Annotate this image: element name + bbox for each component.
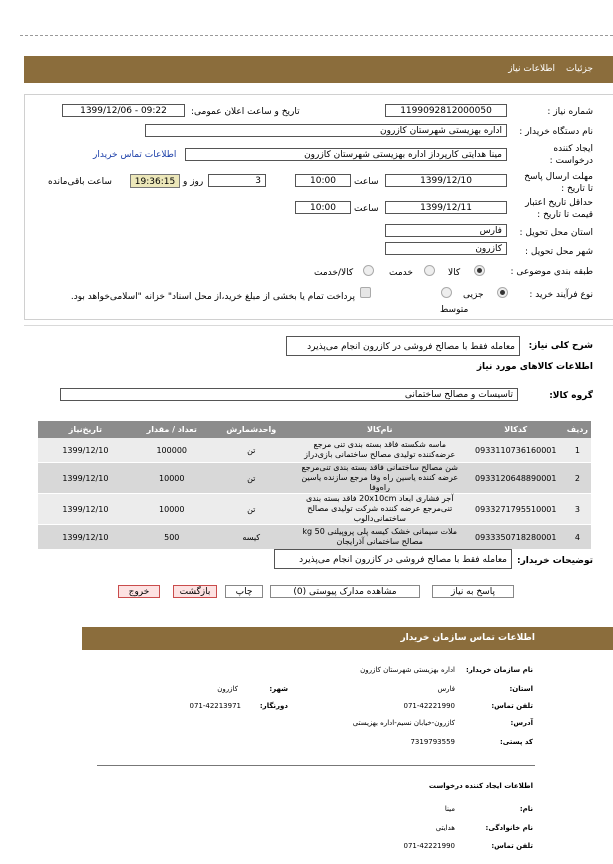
creator-phone-label: تلفن تماس: bbox=[491, 842, 533, 850]
creator-field: مینا هدایتی کارپرداز اداره بهزیستی شهرستان کازرون bbox=[185, 148, 507, 161]
process-partial-label: جزیی bbox=[463, 290, 484, 300]
row-number: 4 bbox=[564, 525, 591, 550]
city-label: شهر محل تحویل : bbox=[524, 247, 593, 257]
quantity: 10000 bbox=[133, 463, 211, 494]
contact-fax-value: 071-42213971 bbox=[189, 702, 241, 710]
announce-label: تاریخ و ساعت اعلان عمومی: bbox=[191, 107, 300, 117]
contact-province-value: فارس bbox=[437, 685, 455, 693]
view-docs-button[interactable]: مشاهده مدارک پیوستی (0) bbox=[270, 585, 420, 598]
process-medium-label: متوسط bbox=[440, 305, 469, 315]
goods-group-label: گروه کالا: bbox=[549, 391, 593, 401]
validity-label: حداقل تاریخ اعتبار قیمت تا تاریخ : bbox=[525, 198, 593, 220]
contact-divider bbox=[97, 765, 535, 766]
validity-time-label: ساعت bbox=[354, 204, 379, 214]
tab-details[interactable]: جزئیات bbox=[566, 64, 593, 74]
goods-name: آجر فشاری ابعاد 20x10cm فاقد بسته بندی تنی‌مرجع عرضه کننده شرکت تولیدی مصالح ساختمانی‌دالوب bbox=[292, 494, 468, 525]
row-number: 3 bbox=[564, 494, 591, 525]
quantity: 10000 bbox=[133, 494, 211, 525]
unit: تن bbox=[211, 463, 292, 494]
buyer-notes-field: معامله فقط با مصالح فروشی در کازرون انجام می‌پذیرد bbox=[274, 549, 512, 569]
process-partial-radio[interactable] bbox=[497, 287, 508, 298]
province-label: استان محل تحویل : bbox=[519, 228, 593, 238]
need-number-field: 1199092812000050 bbox=[385, 104, 507, 117]
creator-family-label: نام خانوادگی: bbox=[485, 824, 533, 832]
need-number-label: شماره نیاز : bbox=[547, 107, 593, 117]
table-header-row bbox=[38, 421, 591, 438]
buyer-org-field: اداره بهزیستی شهرستان کازرون bbox=[145, 124, 507, 137]
buyer-notes-label: توضیحات خریدار: bbox=[517, 556, 593, 566]
back-button[interactable]: بازگشت bbox=[173, 585, 217, 598]
top-divider bbox=[20, 35, 613, 36]
need-date: 1399/12/10 bbox=[38, 525, 133, 550]
col-row-number: ردیف bbox=[564, 421, 591, 438]
process-medium-radio[interactable] bbox=[441, 287, 452, 298]
goods-name: ملات سیمانی خشک کیسه پلی پروپیلنی 50 kg مصالح ساختمانی آذرایجان bbox=[292, 525, 468, 550]
general-desc-field: معامله فقط با مصالح فروشی در کازرون انجام می‌پذیرد bbox=[286, 336, 520, 356]
need-date: 1399/12/10 bbox=[38, 463, 133, 494]
goods-name: شن مصالح ساختمانی فاقد بسته بندی تنی‌مرجع عرضه کننده یاسین راه وفا مرجع سازنده یاسین راه‌وفا bbox=[292, 463, 468, 494]
row-number: 1 bbox=[564, 438, 591, 463]
quantity: 100000 bbox=[133, 438, 211, 463]
validity-time-field: 10:00 bbox=[295, 201, 351, 214]
remaining-time: 19:36:15 bbox=[130, 174, 180, 188]
goods-table bbox=[38, 421, 591, 550]
announce-date-field: 1399/12/06 - 09:22 bbox=[62, 104, 185, 117]
col-goods-code: کدکالا bbox=[468, 421, 564, 438]
unit: تن bbox=[211, 438, 292, 463]
exit-button[interactable]: خروج bbox=[118, 585, 160, 598]
city-field: کازرون bbox=[385, 242, 507, 255]
goods-code: 0933271795510001 bbox=[468, 494, 564, 525]
category-both-radio[interactable] bbox=[363, 265, 374, 276]
contact-address-value: کازرون-خیابان نسیم-اداره بهزیستی bbox=[352, 719, 455, 727]
need-date: 1399/12/10 bbox=[38, 494, 133, 525]
need-date: 1399/12/10 bbox=[38, 438, 133, 463]
reply-deadline-label: مهلت ارسال پاسخ تا تاریخ : bbox=[524, 172, 593, 194]
col-unit: واحدشمارش bbox=[211, 421, 292, 438]
contact-title: اطلاعات تماس سازمان خریدار bbox=[400, 633, 535, 643]
contact-province-label: استان: bbox=[509, 685, 533, 693]
unit: تن bbox=[211, 494, 292, 525]
goods-name: ماسه شکسته فاقد بسته بندی تنی مرجع عرضه‌کننده تولیدی مصالح ساختمانی بازی‌دراز bbox=[292, 438, 468, 463]
table-row[interactable] bbox=[38, 525, 591, 550]
unit: کیسه bbox=[211, 525, 292, 550]
contact-org-value: اداره بهزیستی شهرستان کازرون bbox=[360, 666, 455, 674]
contact-header bbox=[82, 627, 613, 650]
creator-info-title: اطلاعات ایجاد کننده درخواست bbox=[428, 782, 533, 790]
buyer-org-label: نام دستگاه خریدار : bbox=[519, 127, 593, 137]
remaining-label: ساعت باقی‌مانده bbox=[48, 177, 112, 187]
general-desc-label: شرح کلی نیاز: bbox=[528, 341, 593, 351]
process-type-label: نوع فرآیند خرید : bbox=[529, 290, 593, 300]
creator-label: ایجاد کننده درخواست : bbox=[549, 144, 593, 166]
goods-code: 0933120648890001 bbox=[468, 463, 564, 494]
category-both-label: کالا/خدمت bbox=[314, 268, 354, 278]
contact-org-label: نام سازمان خریدار: bbox=[465, 666, 533, 674]
contact-address-label: آدرس: bbox=[510, 719, 533, 727]
category-service-label: خدمت bbox=[389, 268, 413, 278]
creator-name-label: نام: bbox=[519, 805, 533, 813]
table-row[interactable] bbox=[38, 494, 591, 525]
days-label: روز و bbox=[183, 177, 204, 187]
tab-need-info[interactable]: اطلاعات نیاز bbox=[508, 64, 555, 74]
table-row[interactable] bbox=[38, 463, 591, 494]
goods-group-field: تاسیسات و مصالح ساختمانی bbox=[60, 388, 518, 401]
treasury-payment-note: پرداخت تمام یا بخشی از مبلغ خرید،از محل اسناد" خزانه "اسلامی‌خواهد بود. bbox=[70, 292, 355, 302]
category-goods-label: کالا bbox=[448, 268, 461, 278]
contact-city-label: شهر: bbox=[269, 685, 288, 693]
print-button[interactable]: چاپ bbox=[225, 585, 263, 598]
creator-name-value: مینا bbox=[444, 805, 455, 813]
goods-info-title: اطلاعات کالاهای مورد نیاز bbox=[476, 362, 593, 372]
contact-phone-label: تلفن تماس: bbox=[491, 702, 533, 710]
province-field: فارس bbox=[385, 224, 507, 237]
reply-time-label: ساعت bbox=[354, 177, 379, 187]
category-service-radio[interactable] bbox=[424, 265, 435, 276]
reply-date-field: 1399/12/10 bbox=[385, 174, 507, 187]
contact-city-value: کازرون bbox=[217, 685, 238, 693]
contact-fax-label: دورنگار: bbox=[259, 702, 288, 710]
col-goods-name: نام‌کالا bbox=[292, 421, 468, 438]
treasury-checkbox[interactable] bbox=[360, 287, 371, 298]
contact-phone-value: 071-42221990 bbox=[403, 702, 455, 710]
details-header bbox=[24, 56, 613, 83]
contact-postal-label: کد پستی: bbox=[499, 738, 533, 746]
goods-code: 0933110736160001 bbox=[468, 438, 564, 463]
col-quantity: تعداد / مقدار bbox=[133, 421, 211, 438]
table-row[interactable] bbox=[38, 438, 591, 463]
creator-family-value: هدایتی bbox=[435, 824, 455, 832]
creator-phone-value: 071-42221990 bbox=[403, 842, 455, 850]
contact-postal-value: 7319793559 bbox=[410, 738, 455, 746]
col-need-date: تاریخ‌نیاز bbox=[38, 421, 133, 438]
row-number: 2 bbox=[564, 463, 591, 494]
reply-button[interactable]: پاسخ به نیاز bbox=[432, 585, 514, 598]
validity-date-field: 1399/12/11 bbox=[385, 201, 507, 214]
days-field: 3 bbox=[208, 174, 266, 187]
reply-time-field: 10:00 bbox=[295, 174, 351, 187]
quantity: 500 bbox=[133, 525, 211, 550]
buyer-contact-link[interactable]: اطلاعات تماس خریدار bbox=[93, 150, 177, 160]
goods-code: 0933350718280001 bbox=[468, 525, 564, 550]
category-goods-radio[interactable] bbox=[474, 265, 485, 276]
category-label: طبقه بندی موضوعی : bbox=[510, 267, 593, 277]
